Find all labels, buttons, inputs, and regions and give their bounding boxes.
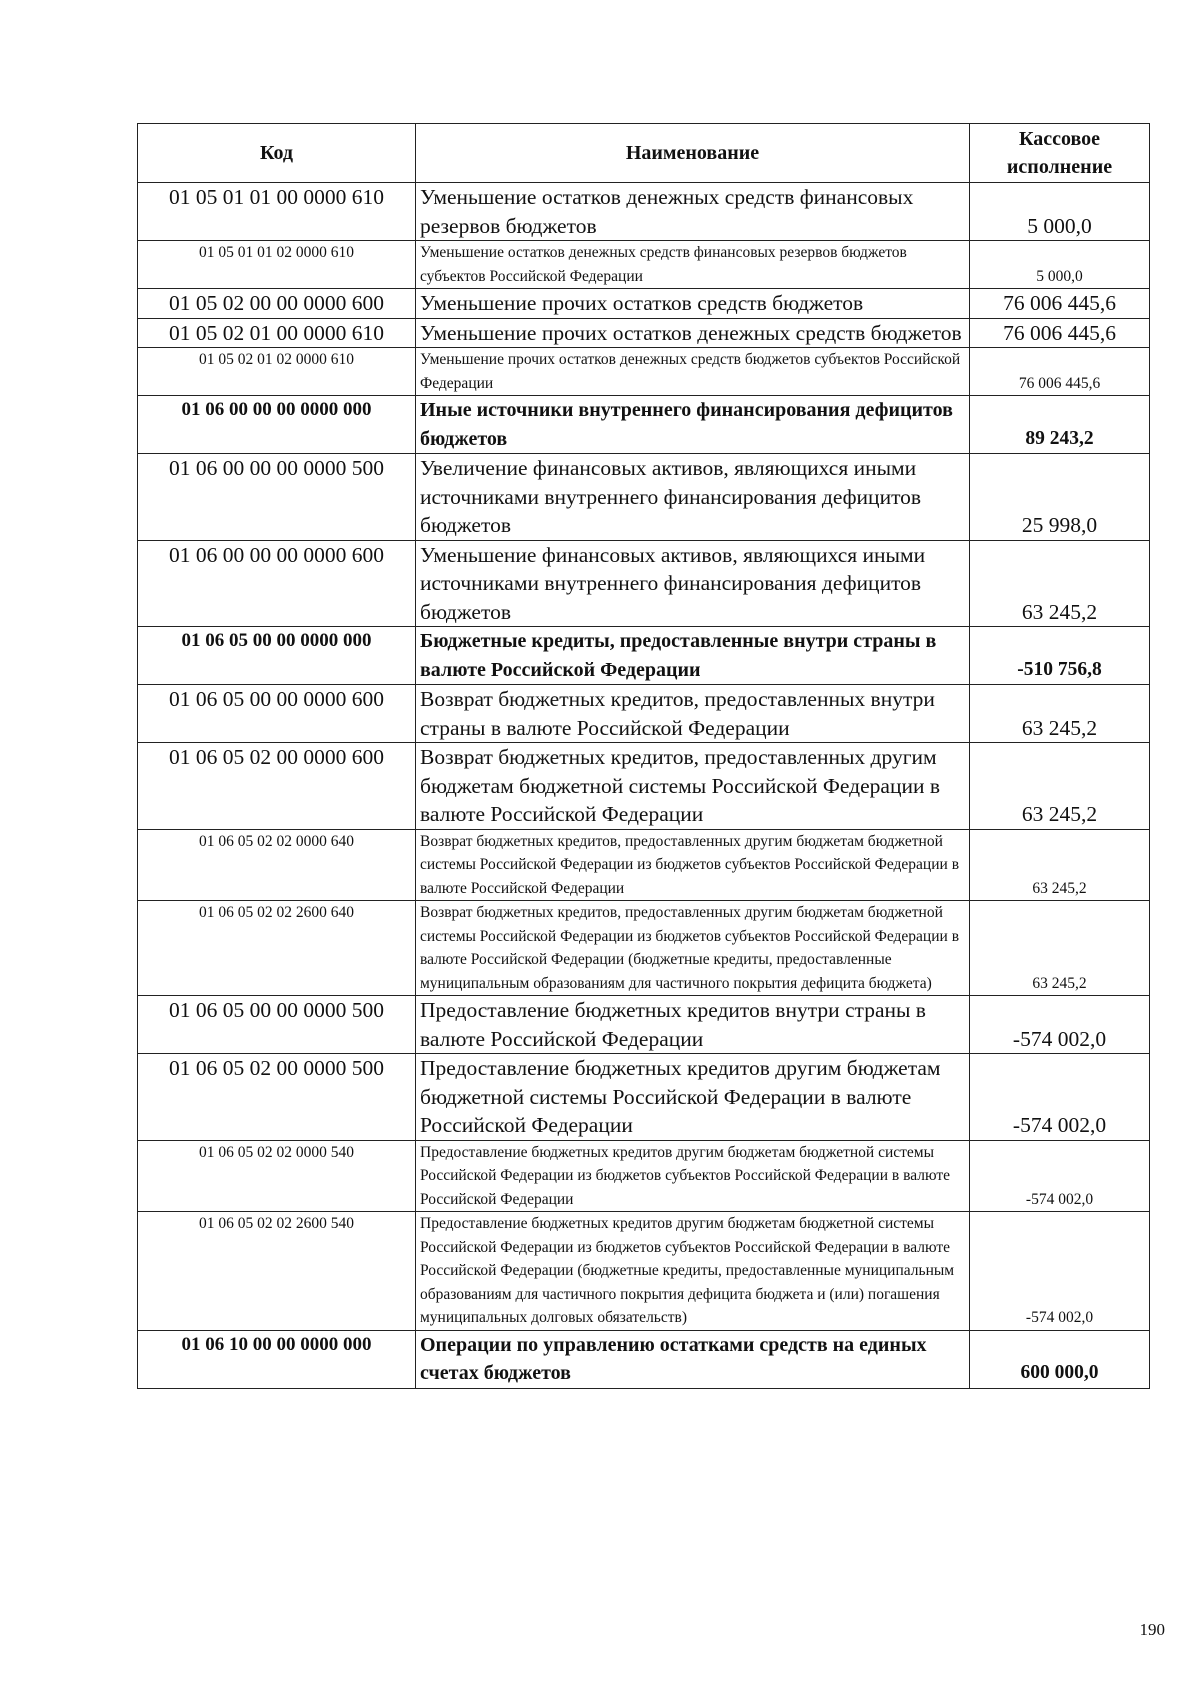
table-row [138,540,1150,627]
code-cell: 01 06 05 02 00 0000 500 [138,1054,416,1141]
amount-cell: -574 002,0 [970,1140,1150,1212]
code-cell: 01 06 05 00 00 0000 000 [138,627,416,685]
table-row [138,685,1150,743]
table-header-row [138,124,1150,183]
amount-cell: 76 006 445,6 [970,318,1150,348]
amount-cell: 63 245,2 [970,901,1150,996]
amount-cell: 5 000,0 [970,241,1150,289]
table-row [138,829,1150,901]
table-row [138,901,1150,996]
name-cell: Возврат бюджетных кредитов, предоставленных другим бюджетам бюджетной системы Российской Федерации из бюджетов субъектов Российской Федерации в валюте Российской Федерации (бюджетные кредиты, предоставленные муниципальным образованиям для частичного покрытия дефицита бюджета) [416,901,970,996]
name-cell: Бюджетные кредиты, предоставленные внутри страны в валюте Российской Федерации [416,627,970,685]
code-cell: 01 06 05 02 02 2600 540 [138,1212,416,1331]
name-cell: Возврат бюджетных кредитов, предоставленных другим бюджетам бюджетной системы Российской Федерации в валюте Российской Федерации [416,743,970,830]
amount-cell: 76 006 445,6 [970,348,1150,396]
name-cell: Уменьшение прочих остатков денежных средств бюджетов [416,318,970,348]
table-row [138,348,1150,396]
amount-cell: -574 002,0 [970,996,1150,1054]
table-row [138,241,1150,289]
amount-cell: -574 002,0 [970,1212,1150,1331]
amount-cell: 76 006 445,6 [970,289,1150,319]
name-cell: Предоставление бюджетных кредитов другим бюджетам бюджетной системы Российской Федерации в валюте Российской Федерации [416,1054,970,1141]
amount-cell: 63 245,2 [970,829,1150,901]
table-row [138,1330,1150,1388]
name-cell: Возврат бюджетных кредитов, предоставленных внутри страны в валюте Российской Федерации [416,685,970,743]
table-row [138,627,1150,685]
code-cell: 01 06 05 00 00 0000 600 [138,685,416,743]
table-row [138,396,1150,454]
header-name: Наименование [416,124,970,183]
name-cell: Увеличение финансовых активов, являющихся иными источниками внутреннего финансирования дефицитов бюджетов [416,454,970,541]
code-cell: 01 05 01 01 00 0000 610 [138,183,416,241]
name-cell: Уменьшение остатков денежных средств финансовых резервов бюджетов субъектов Российской Федерации [416,241,970,289]
header-code: Код [138,124,416,183]
amount-cell: 5 000,0 [970,183,1150,241]
amount-cell: 63 245,2 [970,540,1150,627]
name-cell: Предоставление бюджетных кредитов другим бюджетам бюджетной системы Российской Федерации из бюджетов субъектов Российской Федерации в валюте Российской Федерации (бюджетные кредиты, предоставленные муниципальным образованиям для частичного покрытия дефицита бюджета и (или) погашения муниципальных долговых обязательств) [416,1212,970,1331]
code-cell: 01 05 02 01 02 0000 610 [138,348,416,396]
amount-cell: -510 756,8 [970,627,1150,685]
name-cell: Уменьшение финансовых активов, являющихся иными источниками внутреннего финансирования дефицитов бюджетов [416,540,970,627]
name-cell: Уменьшение остатков денежных средств финансовых резервов бюджетов [416,183,970,241]
name-cell: Предоставление бюджетных кредитов другим бюджетам бюджетной системы Российской Федерации из бюджетов субъектов Российской Федерации в валюте Российской Федерации [416,1140,970,1212]
table-row [138,1212,1150,1331]
code-cell: 01 06 10 00 00 0000 000 [138,1330,416,1388]
code-cell: 01 05 02 00 00 0000 600 [138,289,416,319]
code-cell: 01 06 05 02 02 0000 540 [138,1140,416,1212]
code-cell: 01 06 05 02 02 2600 640 [138,901,416,996]
code-cell: 01 05 02 01 00 0000 610 [138,318,416,348]
table-row [138,743,1150,830]
name-cell: Иные источники внутреннего финансирования дефицитов бюджетов [416,396,970,454]
table-row [138,996,1150,1054]
name-cell: Операции по управлению остатками средств на единых счетах бюджетов [416,1330,970,1388]
code-cell: 01 06 00 00 00 0000 500 [138,454,416,541]
amount-cell: 25 998,0 [970,454,1150,541]
budget-execution-table [137,123,1150,1389]
code-cell: 01 06 00 00 00 0000 600 [138,540,416,627]
code-cell: 01 06 00 00 00 0000 000 [138,396,416,454]
name-cell: Уменьшение прочих остатков средств бюджетов [416,289,970,319]
amount-cell: 63 245,2 [970,685,1150,743]
page-number: 190 [1139,1620,1165,1639]
amount-cell: 89 243,2 [970,396,1150,454]
amount-cell: 600 000,0 [970,1330,1150,1388]
name-cell: Возврат бюджетных кредитов, предоставленных другим бюджетам бюджетной системы Российской Федерации из бюджетов субъектов Российской Федерации в валюте Российской Федерации [416,829,970,901]
code-cell: 01 06 05 00 00 0000 500 [138,996,416,1054]
code-cell: 01 06 05 02 00 0000 600 [138,743,416,830]
table-row [138,318,1150,348]
amount-cell: -574 002,0 [970,1054,1150,1141]
table-row [138,1054,1150,1141]
table-row [138,183,1150,241]
name-cell: Предоставление бюджетных кредитов внутри страны в валюте Российской Федерации [416,996,970,1054]
code-cell: 01 06 05 02 02 0000 640 [138,829,416,901]
table-row [138,454,1150,541]
header-amount: Кассовое исполнение [970,124,1150,183]
code-cell: 01 05 01 01 02 0000 610 [138,241,416,289]
name-cell: Уменьшение прочих остатков денежных средств бюджетов субъектов Российской Федерации [416,348,970,396]
amount-cell: 63 245,2 [970,743,1150,830]
table-row [138,289,1150,319]
table-row [138,1140,1150,1212]
